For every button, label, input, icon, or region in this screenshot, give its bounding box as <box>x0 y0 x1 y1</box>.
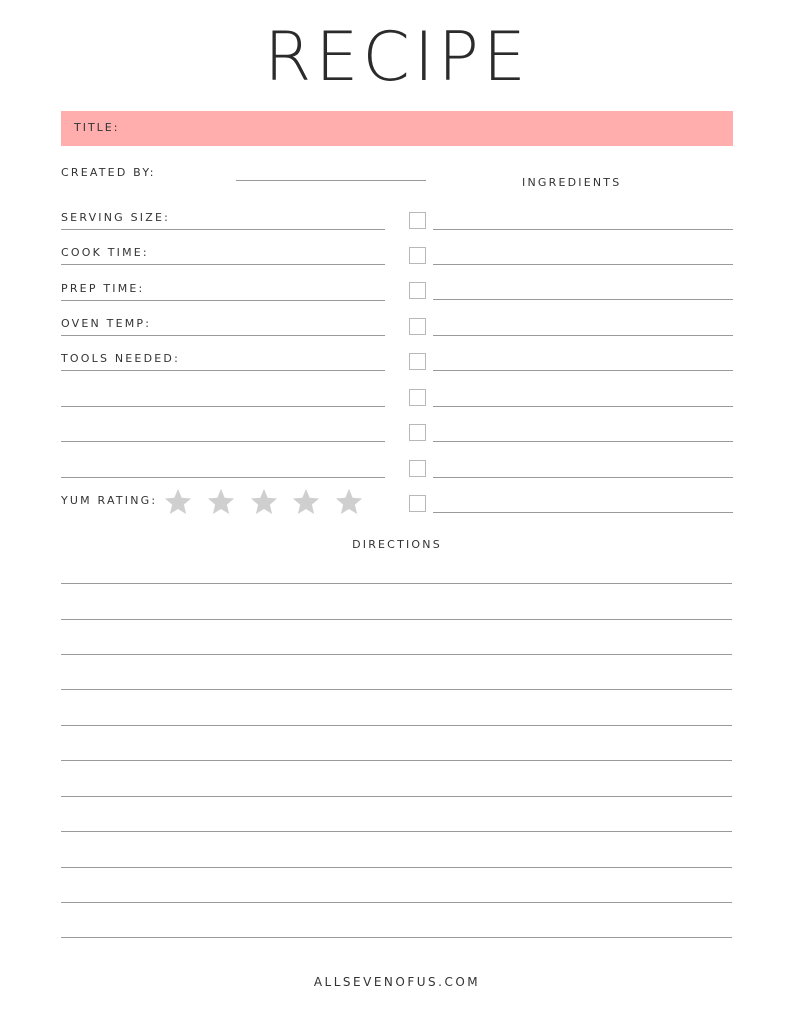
ingredient-checkbox-icon[interactable] <box>409 318 426 335</box>
ingredient-line[interactable] <box>433 370 733 371</box>
tools-needed-line[interactable] <box>61 477 385 478</box>
oven-temp-line[interactable] <box>61 335 385 336</box>
ingredient-line[interactable] <box>433 477 733 478</box>
title-label: TITLE: <box>74 121 120 134</box>
cook-time-line[interactable] <box>61 264 385 265</box>
ingredient-line[interactable] <box>433 441 733 442</box>
title-field[interactable] <box>61 111 733 146</box>
star-icon[interactable] <box>249 487 279 517</box>
direction-line[interactable] <box>61 867 732 868</box>
tools-needed-line[interactable] <box>61 406 385 407</box>
oven-temp-label: OVEN TEMP: <box>61 317 152 330</box>
tools-needed-line[interactable] <box>61 370 385 371</box>
serving-size-line[interactable] <box>61 229 385 230</box>
prep-time-label: PREP TIME: <box>61 282 145 295</box>
footer-site: ALLSEVENOFUS.COM <box>313 975 481 989</box>
ingredient-line[interactable] <box>433 264 733 265</box>
ingredient-line[interactable] <box>433 229 733 230</box>
ingredient-checkbox-icon[interactable] <box>409 212 426 229</box>
yum-rating-label: YUM RATING: <box>61 494 158 507</box>
cook-time-label: COOK TIME: <box>61 246 149 259</box>
ingredient-checkbox-icon[interactable] <box>409 282 426 299</box>
ingredient-line[interactable] <box>433 406 733 407</box>
tools-needed-label: TOOLS NEEDED: <box>61 352 180 365</box>
direction-line[interactable] <box>61 725 732 726</box>
direction-line[interactable] <box>61 654 732 655</box>
ingredient-checkbox-icon[interactable] <box>409 460 426 477</box>
direction-line[interactable] <box>61 902 732 903</box>
ingredient-checkbox-icon[interactable] <box>409 495 426 512</box>
ingredients-heading: INGREDIENTS <box>522 176 622 189</box>
direction-line[interactable] <box>61 831 732 832</box>
directions-heading: DIRECTIONS <box>352 538 442 551</box>
ingredient-checkbox-icon[interactable] <box>409 353 426 370</box>
tools-needed-line[interactable] <box>61 441 385 442</box>
direction-line[interactable] <box>61 760 732 761</box>
ingredient-line[interactable] <box>433 512 733 513</box>
star-icon[interactable] <box>334 487 364 517</box>
page-title: RECIPE <box>264 18 530 97</box>
ingredient-line[interactable] <box>433 335 733 336</box>
direction-line[interactable] <box>61 689 732 690</box>
direction-line[interactable] <box>61 937 732 938</box>
star-icon[interactable] <box>206 487 236 517</box>
star-icon[interactable] <box>163 487 193 517</box>
ingredient-checkbox-icon[interactable] <box>409 247 426 264</box>
serving-size-label: SERVING SIZE: <box>61 211 171 224</box>
direction-line[interactable] <box>61 796 732 797</box>
star-icon[interactable] <box>291 487 321 517</box>
created-by-line[interactable] <box>236 180 426 181</box>
ingredient-line[interactable] <box>433 299 733 300</box>
prep-time-line[interactable] <box>61 300 385 301</box>
ingredient-checkbox-icon[interactable] <box>409 424 426 441</box>
ingredient-checkbox-icon[interactable] <box>409 389 426 406</box>
direction-line[interactable] <box>61 619 732 620</box>
created-by-label: CREATED BY: <box>61 166 156 179</box>
direction-line[interactable] <box>61 583 732 584</box>
